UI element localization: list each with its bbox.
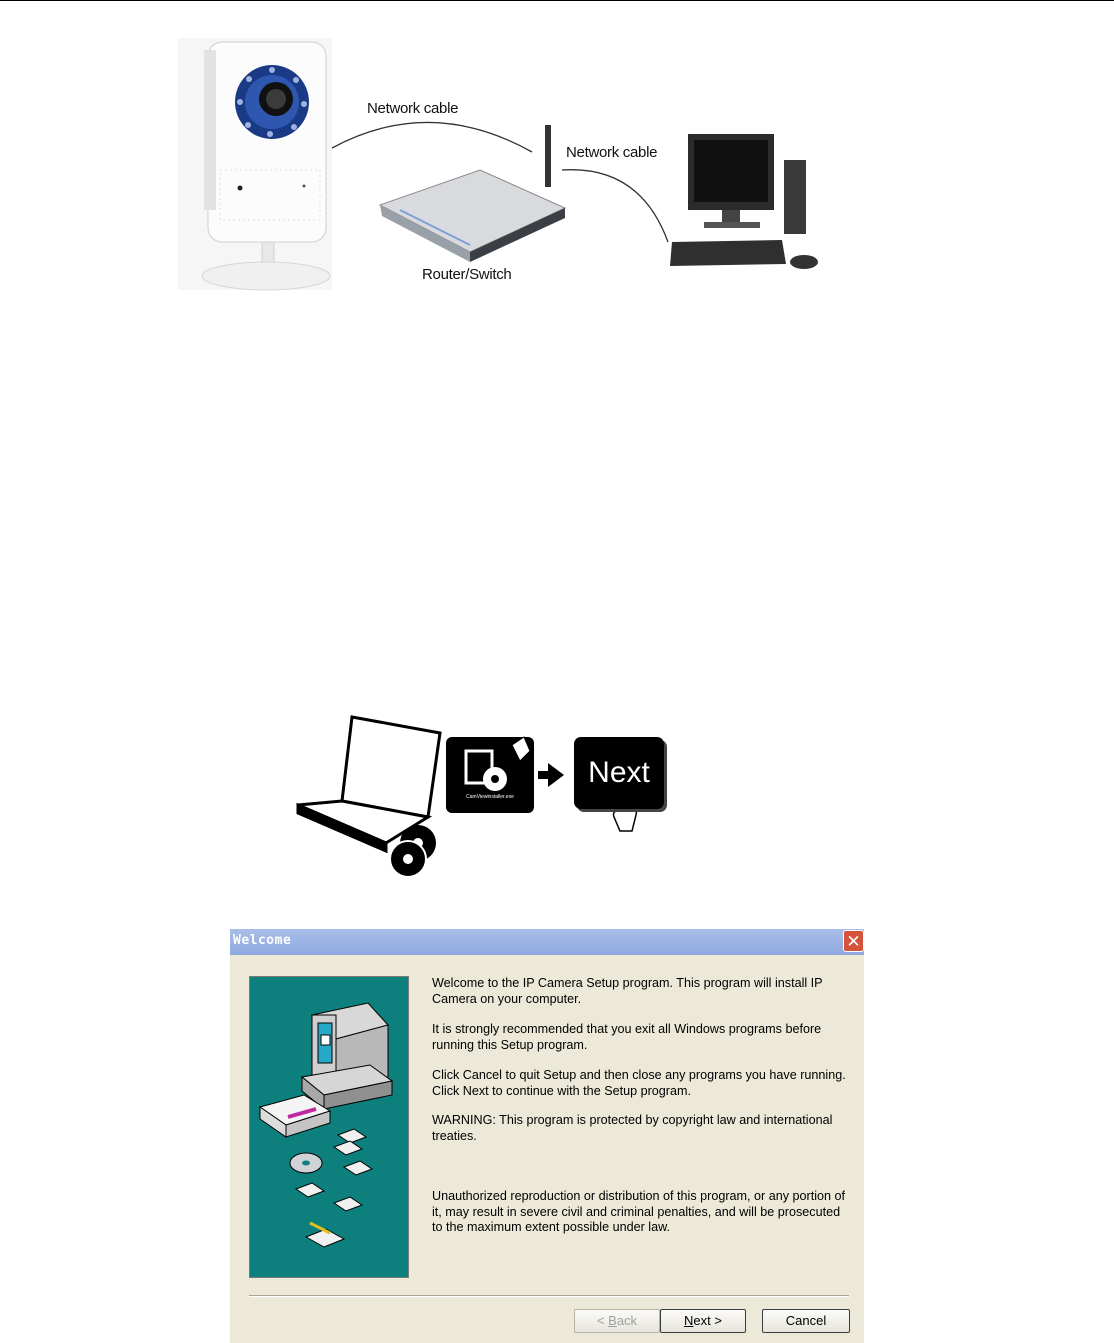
close-icon: ✕: [846, 932, 861, 951]
next-tile-graphic: Next: [574, 737, 664, 809]
close-button[interactable]: [843, 930, 864, 952]
setup-welcome-dialog: [230, 929, 864, 1343]
cancel-button[interactable]: Cancel: [762, 1309, 850, 1333]
ip-camera-illustration: [178, 38, 332, 290]
router-switch-illustration: [380, 125, 565, 262]
installer-file-caption: CamViewinstaller.exe: [466, 794, 514, 800]
next-button-access-key: N: [684, 1313, 694, 1328]
legal-paragraph: Unauthorized reproduction or distribution of this program, or any portion of it, may result in severe civil and criminal penalties, and will be prosecuted to the maximum extent possible under law.: [432, 1189, 846, 1235]
page-top-rule: [0, 0, 1114, 1]
arrow-right-icon: [538, 763, 564, 787]
network-cable-line-1: [332, 122, 532, 152]
back-button[interactable]: [574, 1309, 660, 1333]
warning-paragraph: WARNING: This program is protected by copyright law and international treaties.: [432, 1113, 833, 1143]
welcome-paragraph: Welcome to the IP Camera Setup program. This program will install IP Camera on your computer.: [432, 976, 823, 1006]
network-cable-label-2: Network cable: [566, 144, 658, 161]
installer-file-icon: [446, 737, 534, 813]
dialog-titlebar: [230, 929, 864, 955]
next-button-label: ext >: [693, 1313, 722, 1328]
setup-side-illustration: [249, 976, 409, 1278]
setup-computer-and-disks-icon: [250, 977, 408, 1277]
back-button-access-key: B: [608, 1313, 617, 1328]
next-button[interactable]: [660, 1309, 746, 1333]
network-diagram: [170, 30, 850, 300]
recommendation-paragraph: It is strongly recommended that you exit all Windows programs before running this Setup program.: [432, 1022, 822, 1052]
dialog-title: Welcome: [233, 933, 292, 948]
network-diagram-art: [170, 30, 850, 300]
back-button-label: ack: [616, 1313, 638, 1328]
network-cable-line-2: [562, 170, 668, 242]
desktop-computer-illustration: [670, 134, 818, 269]
instructions-paragraph: Click Cancel to quit Setup and then close any programs you have running. Click Next to continue with the Setup program.: [432, 1068, 846, 1098]
router-switch-label: Router/Switch: [422, 266, 512, 283]
button-separator: [249, 1295, 849, 1297]
back-button-prefix: <: [596, 1313, 609, 1328]
network-cable-label-1: Network cable: [367, 100, 459, 117]
